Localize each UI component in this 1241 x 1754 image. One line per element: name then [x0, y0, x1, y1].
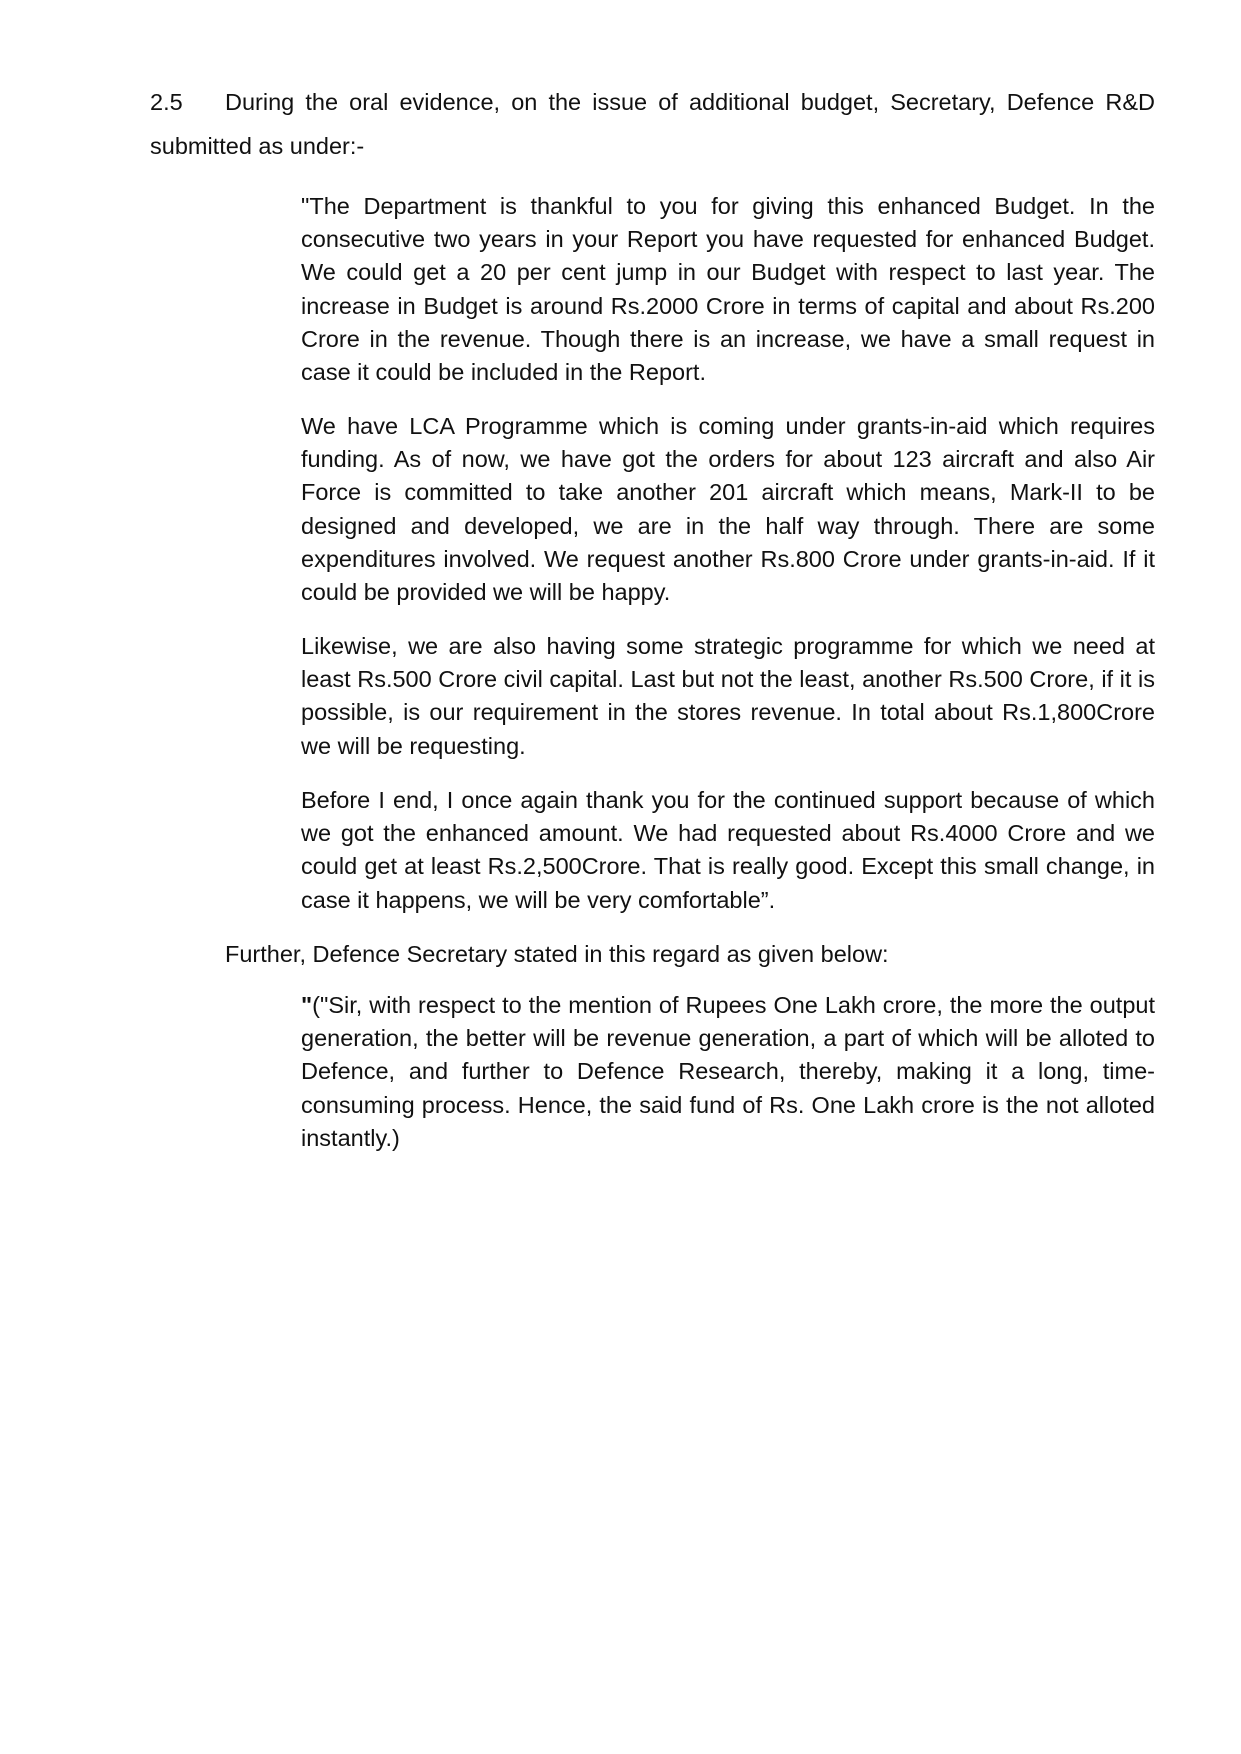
quote-paragraph-2: We have LCA Programme which is coming under grants-in-aid which requires funding. As of now, we have got the orders for about 123 aircraft and also Air Force is committed to take another 201 aircraft which means, Mark-II to be designed and developed, we are in the half way through. There are some expenditures involved. We request another Rs.800 Crore under grants-in-aid. If it could be provided we will be happy.: [301, 413, 1155, 606]
final-quote-paragraph: [301, 989, 1155, 1155]
section-paragraph: [150, 80, 1155, 168]
further-statement: Further, Defence Secretary stated in this regard as given below:: [225, 941, 889, 967]
quote-paragraph-1: "The Department is thankful to you for giving this enhanced Budget. In the consecutive two years in your Report you have requested for enhanced Budget. We could get a 20 per cent jump in our Budget with respect to last year. The increase in Budget is around Rs.2000 Crore in terms of capital and about Rs.200 Crore in the revenue. Though there is an increase, we have a small request in case it could be included in the Report.: [301, 193, 1155, 386]
section-number: 2.5: [150, 89, 183, 115]
opening-quote-mark: ": [301, 992, 313, 1018]
final-quote-text: ("Sir, with respect to the mention of Rupees One Lakh crore, the more the output generation, the better will be revenue generation, a part of which will be alloted to Defence, and further to Defence Research, thereby, making it a long, time-consuming process. Hence, the said fund of Rs. One Lakh crore is the not alloted instantly.): [301, 992, 1155, 1151]
quote-paragraph-3: Likewise, we are also having some strategic programme for which we need at least Rs.500 Crore civil capital. Last but not the least, another Rs.500 Crore, if it is possible, is our requirement in the stores revenue. In total about Rs.1,800Crore we will be requesting.: [301, 633, 1155, 759]
section-intro-text: During the oral evidence, on the issue of additional budget, Secretary, Defence R&D submitted as under:-: [150, 89, 1155, 159]
quote-paragraph-4: Before I end, I once again thank you for the continued support because of which we got the enhanced amount. We had requested about Rs.4000 Crore and we could get at least Rs.2,500Crore. That is really good. Except this small change, in case it happens, we will be very comfortable”.: [301, 787, 1155, 913]
